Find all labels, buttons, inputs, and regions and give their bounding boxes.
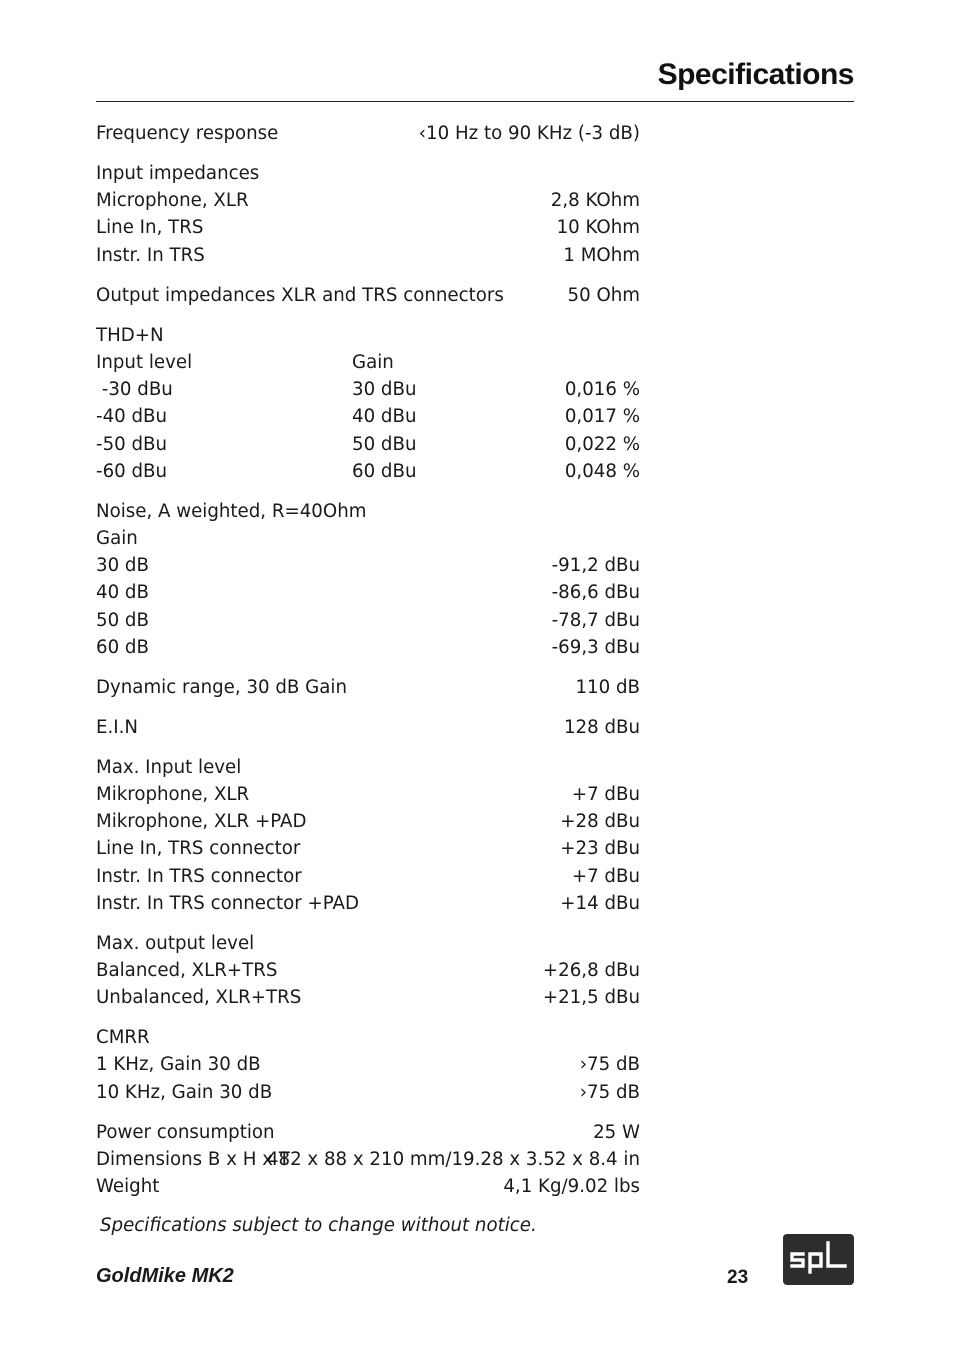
spec-heading-thd <box>96 322 640 349</box>
spec-label: Line In, TRS connector <box>96 838 301 859</box>
spec-value: 50 Ohm <box>567 285 640 306</box>
thd-col-input: Input level <box>96 352 193 373</box>
spec-row <box>96 863 640 890</box>
spec-value: +23 dBu <box>560 838 640 859</box>
spec-value: -91,2 dBu <box>551 555 640 576</box>
thd-row <box>96 458 640 485</box>
spec-value: 128 dBu <box>563 717 640 738</box>
spec-row <box>96 808 640 835</box>
spec-row <box>96 1051 640 1078</box>
spec-row <box>96 634 640 661</box>
spec-row <box>96 242 640 269</box>
spec-row-ein <box>96 714 640 741</box>
spec-heading: Max. Input level <box>96 757 242 778</box>
spec-subheading: Gain <box>96 528 138 549</box>
spec-value: +21,5 dBu <box>542 987 640 1008</box>
spec-value: 1 MOhm <box>563 245 640 266</box>
spec-label: Mikrophone, XLR <box>96 784 250 805</box>
spec-label: Balanced, XLR+TRS <box>96 960 278 981</box>
spec-row-weight <box>96 1173 640 1200</box>
spec-row <box>96 1079 640 1106</box>
spec-label: E.I.N <box>96 717 139 738</box>
spec-label: Microphone, XLR <box>96 190 249 211</box>
spec-value: +7 dBu <box>571 784 640 805</box>
spec-value: +28 dBu <box>560 811 640 832</box>
spec-row <box>96 781 640 808</box>
spec-heading: THD+N <box>96 325 164 346</box>
thd-col-gain: Gain <box>352 352 394 373</box>
spl-logo <box>783 1234 854 1285</box>
spec-heading-noise <box>96 498 640 525</box>
spec-heading-max-output <box>96 930 640 957</box>
spec-row <box>96 835 640 862</box>
change-notice: Specifications subject to change without notice. <box>100 1215 537 1236</box>
spec-row-power <box>96 1119 640 1146</box>
spec-row-output-impedances <box>96 282 640 309</box>
spec-label: Unbalanced, XLR+TRS <box>96 987 302 1008</box>
thd-value: 0,016 % <box>564 379 640 400</box>
spec-label: 10 KHz, Gain 30 dB <box>96 1082 273 1103</box>
spec-row <box>96 187 640 214</box>
thd-input: -40 dBu <box>96 406 168 427</box>
thd-gain: 40 dBu <box>352 406 417 427</box>
spec-value: ›75 dB <box>579 1082 640 1103</box>
spec-subheading-gain <box>96 525 640 552</box>
spec-value: -86,6 dBu <box>551 582 640 603</box>
spec-label: Dimensions B x H x T <box>96 1149 290 1170</box>
spec-value: +26,8 dBu <box>542 960 640 981</box>
spec-value: -78,7 dBu <box>551 610 640 631</box>
spec-label: 1 KHz, Gain 30 dB <box>96 1054 261 1075</box>
spec-heading-input-impedances <box>96 160 640 187</box>
spec-row-frequency-response <box>96 120 640 147</box>
spec-label: 60 dB <box>96 637 149 658</box>
thd-row <box>96 403 640 430</box>
title-rule <box>96 101 854 102</box>
spec-label: 40 dB <box>96 582 149 603</box>
spec-label: Instr. In TRS <box>96 245 205 266</box>
product-name: GoldMike MK2 <box>96 1265 234 1287</box>
spec-row <box>96 579 640 606</box>
spec-label: Dynamic range, 30 dB Gain <box>96 677 347 698</box>
spec-label: Instr. In TRS connector <box>96 866 302 887</box>
thd-value: 0,048 % <box>564 461 640 482</box>
spec-row <box>96 607 640 634</box>
thd-column-headers <box>96 349 640 376</box>
spec-label: Output impedances XLR and TRS connectors <box>96 285 504 306</box>
spec-row <box>96 984 640 1011</box>
spec-heading-cmrr <box>96 1024 640 1051</box>
spec-value: -69,3 dBu <box>551 637 640 658</box>
thd-input: -60 dBu <box>96 461 168 482</box>
spec-row <box>96 957 640 984</box>
thd-row <box>96 376 640 403</box>
spec-row <box>96 552 640 579</box>
spec-row <box>96 890 640 917</box>
spec-value: +7 dBu <box>571 866 640 887</box>
spec-heading: Input impedances <box>96 163 260 184</box>
spec-row-dynamic-range <box>96 674 640 701</box>
spec-label: Power consumption <box>96 1122 275 1143</box>
spec-row-dimensions <box>96 1146 640 1173</box>
thd-value: 0,022 % <box>564 434 640 455</box>
spec-value: 25 W <box>593 1122 640 1143</box>
spec-label: Frequency response <box>96 123 279 144</box>
spec-heading: Max. output level <box>96 933 255 954</box>
spec-value: ‹10 Hz to 90 KHz (-3 dB) <box>418 123 640 144</box>
spec-value: 482 x 88 x 210 mm/19.28 x 3.52 x 8.4 in <box>266 1149 640 1170</box>
thd-gain: 50 dBu <box>352 434 417 455</box>
thd-gain: 30 dBu <box>352 379 417 400</box>
spec-label: Instr. In TRS connector +PAD <box>96 893 359 914</box>
spec-heading: Noise, A weighted, R=40Ohm <box>96 501 367 522</box>
thd-value: 0,017 % <box>564 406 640 427</box>
spec-label: 50 dB <box>96 610 149 631</box>
thd-input: -50 dBu <box>96 434 168 455</box>
spec-row <box>96 214 640 241</box>
page-title: Specifications <box>657 58 854 91</box>
spec-value: 110 dB <box>575 677 640 698</box>
spec-heading-max-input <box>96 754 640 781</box>
spec-label: 30 dB <box>96 555 149 576</box>
thd-row <box>96 431 640 458</box>
spec-label: Line In, TRS <box>96 217 204 238</box>
spec-label: Weight <box>96 1176 160 1197</box>
spec-value: +14 dBu <box>560 893 640 914</box>
thd-input: -30 dBu <box>96 379 173 400</box>
spec-value: 10 KOhm <box>556 217 640 238</box>
page-number: 23 <box>727 1267 749 1288</box>
spec-value: 2,8 KOhm <box>550 190 640 211</box>
spec-label: Mikrophone, XLR +PAD <box>96 811 307 832</box>
spec-value: 4,1 Kg/9.02 lbs <box>503 1176 640 1197</box>
spec-heading: CMRR <box>96 1027 150 1048</box>
thd-gain: 60 dBu <box>352 461 417 482</box>
spec-value: ›75 dB <box>579 1054 640 1075</box>
